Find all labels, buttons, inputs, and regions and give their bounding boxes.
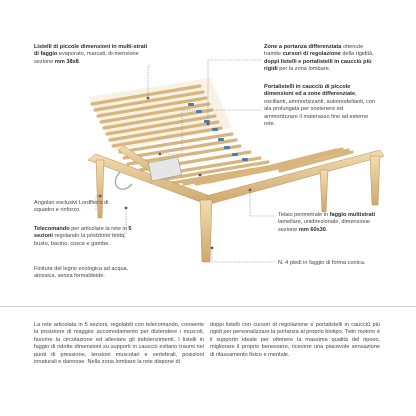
- annotation-zones: Zone a portanza differenziata ottenute tramite cursori di regolazione della rigidità, doppi listelli e portalistelli in caucciù più rigidi per la zona lombare.: [264, 44, 374, 73]
- body-text-right: doppi listelli con cursori di regolazione e portalistelli in caucciù più rigidi per personalizzare la portanza al proprio biotipo. Twin motore è il supporto ideale per ottenere la massima qualità del riposo, migliorare il proprio benessere, ricevere una piacevole sensazione di rilassamento fisico e mentale.: [210, 322, 380, 358]
- annotation-piedi: N. 4 piedi in faggio di forma conica.: [278, 260, 366, 266]
- annotation-telaio: Telaio perimetrale in faggio multistrati lamellare, unidirezionale, dimensione sezione mm 60x30.: [278, 212, 375, 233]
- annotation-telecomando: Telecomando per articolare la rete in 5 sezioni regolando la posizione testa, busto, bacino, cosce e gambe.: [34, 226, 132, 247]
- head-section: [88, 78, 232, 150]
- body-text-left: La rete articolata in 5 sezioni, regolabili con telecomando, consente la posizione di maggior accomodamento per distendere i muscoli, favorire la circolazione ed alleviare gli indolenzimenti. I listelli in faggio di ridotte dimensioni su supporti in caucciù evitano traumi nei punti di pressione, tensioni muscolari e vertebrali, posizioni innaturali e dannose. Nella zona lombare la rete dispone di: [34, 322, 204, 366]
- annotation-slat-holders: Portalistelli in caucciù di piccole dimensioni ed a zone differenziate, oscillanti, ammortizzanti, automodellanti, con ala prolungata per sostenere ed ammortizzare il materasso fino ad esterno rete.: [264, 84, 375, 128]
- annotation-finitura: Finitura del legno ecologica ad acqua, atossica, senza formaldeide.: [34, 266, 129, 280]
- section-divider: [0, 306, 416, 307]
- annotation-angolari: Angolari esclusivi Lordflex's di squadro e rinforzo.: [34, 200, 109, 214]
- annotation-slats: Listelli di piccole dimensioni in multi-strati di faggio evaporato, marcati, di-mensione sezione mm 38x8.: [34, 44, 148, 65]
